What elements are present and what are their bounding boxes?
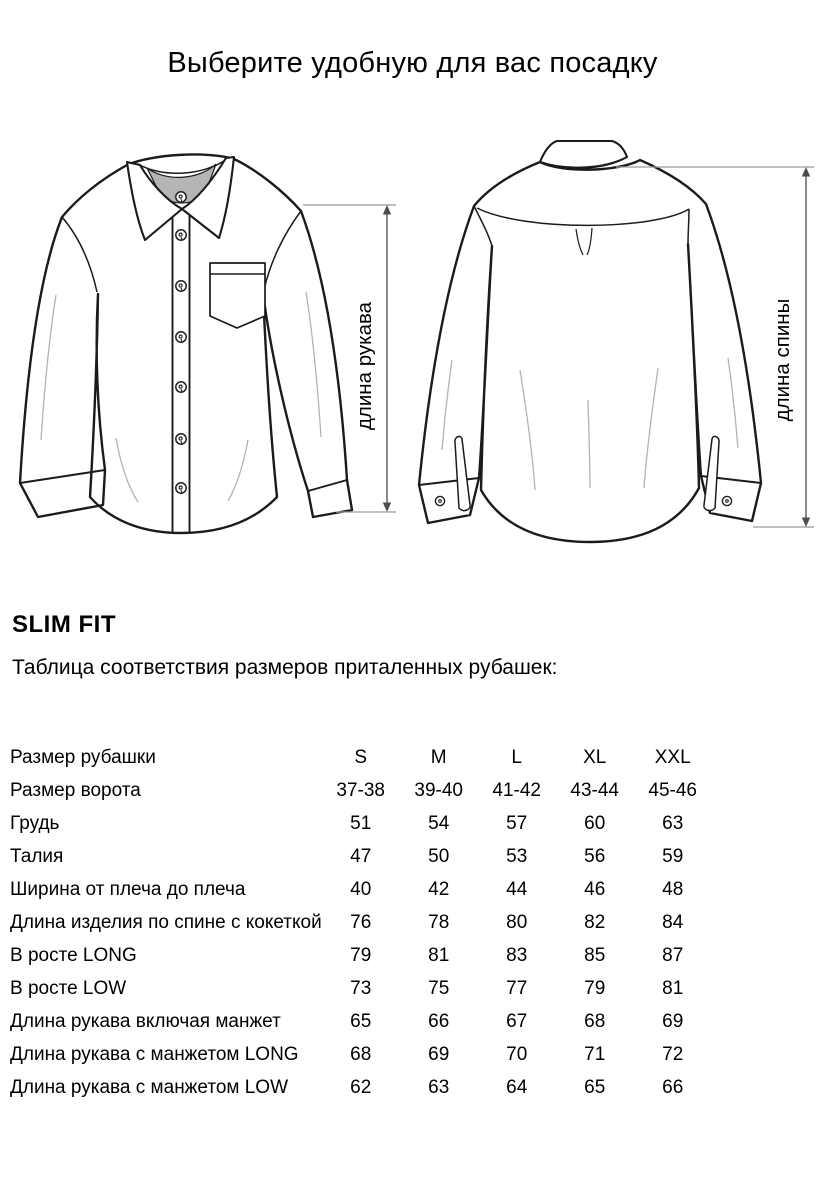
button	[176, 192, 186, 202]
table-row	[10, 1071, 712, 1104]
value-cell: 62	[350, 1076, 372, 1098]
button	[176, 382, 186, 392]
shirt-front-drawing	[20, 154, 352, 533]
value-cell: 63	[662, 812, 684, 834]
table-row	[10, 873, 712, 906]
back-length-label: длина спины	[771, 298, 794, 422]
value-cell: 60	[584, 812, 606, 834]
row-label: Грудь	[10, 812, 60, 834]
back-collar	[540, 141, 627, 168]
value-cell: 81	[662, 977, 684, 999]
value-cell: 73	[350, 977, 372, 999]
value-cell: 71	[584, 1043, 606, 1065]
table-row	[10, 807, 712, 840]
shirt-diagrams	[0, 110, 825, 580]
value-cell: 46	[584, 878, 606, 900]
value-cell: 37-38	[336, 779, 386, 801]
value-cell: 42	[428, 878, 450, 900]
value-cell: 68	[584, 1010, 606, 1032]
button	[176, 281, 186, 291]
value-cell: 54	[428, 812, 450, 834]
button	[176, 483, 186, 493]
value-cell: 45-46	[648, 779, 698, 801]
value-cell: 47	[350, 845, 372, 867]
size-cell: S	[354, 746, 368, 768]
row-label: Размер ворота	[10, 779, 141, 801]
value-cell: 40	[350, 878, 372, 900]
value-cell: 59	[662, 845, 684, 867]
table-row	[10, 1038, 712, 1071]
page-title: Выберите удобную для вас посадку	[167, 47, 658, 79]
value-cell: 80	[506, 911, 528, 933]
value-cell: 43-44	[570, 779, 620, 801]
row-label: В росте LOW	[10, 977, 127, 999]
value-cell: 53	[506, 845, 528, 867]
value-cell: 65	[584, 1076, 606, 1098]
row-label: Ширина от плеча до плеча	[10, 878, 246, 900]
size-cell: L	[511, 746, 522, 768]
value-cell: 63	[428, 1076, 450, 1098]
value-cell: 77	[506, 977, 528, 999]
value-cell: 50	[428, 845, 450, 867]
value-cell: 48	[662, 878, 684, 900]
table-row	[10, 1005, 712, 1038]
value-cell: 66	[428, 1010, 450, 1032]
sleeve-length-label: длина рукава	[353, 301, 376, 431]
value-cell: 66	[662, 1076, 684, 1098]
row-label: Длина рукава с манжетом LONG	[10, 1043, 299, 1065]
value-cell: 76	[350, 911, 372, 933]
value-cell: 70	[506, 1043, 528, 1065]
row-label: Длина изделия по спине с кокеткой	[10, 911, 322, 933]
fit-heading: SLIM FIT	[12, 611, 116, 638]
value-cell: 87	[662, 944, 684, 966]
value-cell: 84	[662, 911, 684, 933]
row-label: Длина рукава включая манжет	[10, 1010, 281, 1032]
value-cell: 81	[428, 944, 450, 966]
value-cell: 68	[350, 1043, 372, 1065]
value-cell: 79	[350, 944, 372, 966]
button	[176, 332, 186, 342]
value-cell: 65	[350, 1010, 372, 1032]
value-cell: 44	[506, 878, 528, 900]
chest-pocket	[210, 263, 265, 328]
row-label: В росте LONG	[10, 944, 137, 966]
value-cell: 39-40	[414, 779, 464, 801]
value-cell: 69	[428, 1043, 450, 1065]
value-cell: 64	[506, 1076, 528, 1098]
size-cell: M	[430, 746, 447, 768]
value-cell: 69	[662, 1010, 684, 1032]
value-cell: 72	[662, 1043, 684, 1065]
table-caption: Таблица соответствия размеров приталенных рубашек:	[12, 656, 558, 679]
value-cell: 56	[584, 845, 606, 867]
table-header-row	[10, 741, 712, 774]
shirt-back-drawing	[419, 141, 761, 542]
size-cell: XXL	[654, 746, 691, 768]
table-row	[10, 906, 712, 939]
value-cell: 75	[428, 977, 450, 999]
value-cell: 82	[584, 911, 606, 933]
table-row	[10, 939, 712, 972]
row-label: Длина рукава с манжетом LOW	[10, 1076, 289, 1098]
size-table	[10, 741, 712, 1104]
value-cell: 79	[584, 977, 606, 999]
table-row	[10, 972, 712, 1005]
value-cell: 57	[506, 812, 528, 834]
value-cell: 41-42	[492, 779, 542, 801]
size-cell: XL	[583, 746, 607, 768]
value-cell: 83	[506, 944, 528, 966]
table-row	[10, 774, 712, 807]
value-cell: 67	[506, 1010, 528, 1032]
table-row	[10, 840, 712, 873]
value-cell: 85	[584, 944, 606, 966]
value-cell: 78	[428, 911, 450, 933]
row-label: Талия	[10, 845, 64, 867]
button	[176, 434, 186, 444]
value-cell: 51	[350, 812, 372, 834]
row-label: Размер рубашки	[10, 746, 156, 768]
button	[176, 230, 186, 240]
